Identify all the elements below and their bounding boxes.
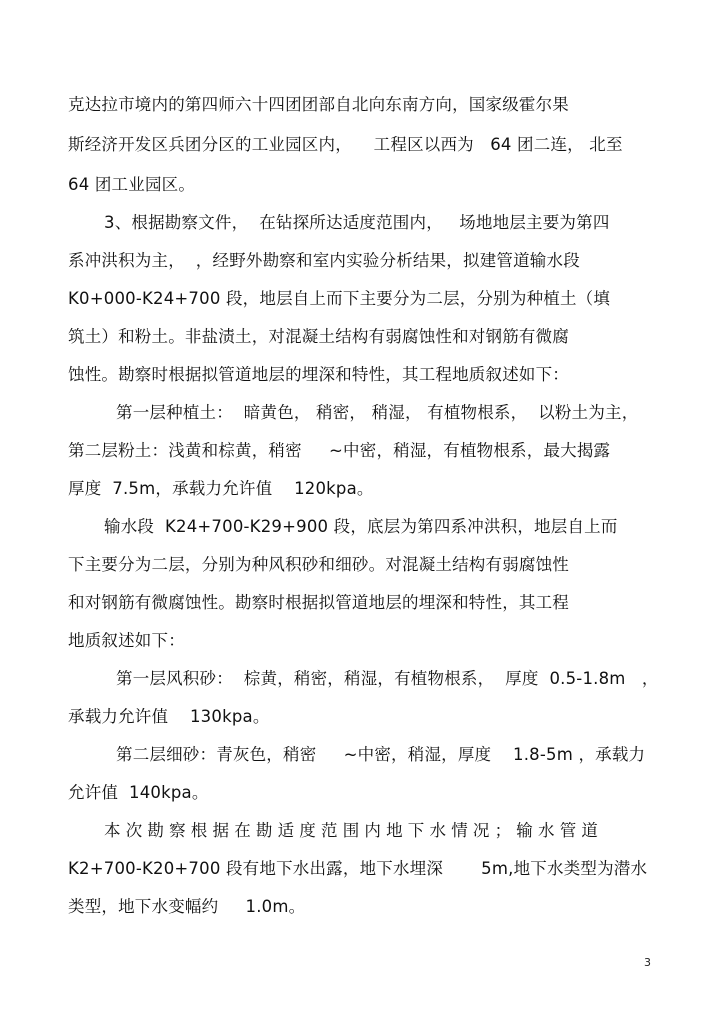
text-line-19: 允许值 140kpa。: [68, 783, 209, 802]
text-line-13: 下主要分为二层，分别为种风积砂和细砂。对混凝土结构有弱腐蚀性: [68, 555, 569, 574]
text-line-5: 系冲洪积为主， ，经野外勘察和室内实验分析结果，拟建管道输水段: [68, 251, 580, 270]
text-line-20: 本次勘察根据在勘适度范围内地下水情况；输水管道: [104, 821, 604, 840]
text-line-8: 蚀性。勘察时根据拟管道地层的埋深和特性，其工程地质叙述如下：: [68, 365, 569, 384]
text-line-18: 第二层细砂：青灰色，稍密 ~中密，稍湿，厚度 1.8-5m ，承载力: [116, 745, 646, 764]
text-line-17: 承载力允许值 130kpa。: [68, 707, 270, 726]
text-line-16: 第一层风积砂： 棕黄，稍密，稍湿，有植物根系， 厚度 0.5-1.8m ，: [116, 669, 659, 688]
text-line-21: K2+700-K20+700 段有地下水出露，地下水埋深 5m,地下水类型为潜水: [68, 859, 648, 878]
text-line-12: 输水段 K24+700-K29+900 段，底层为第四系冲洪积，地层自上而: [104, 517, 618, 536]
text-line-22: 类型，地下水变幅约 1.0m。: [68, 897, 306, 916]
text-line-4: 3、根据勘察文件， 在钻探所达适度范围内， 场地地层主要为第四: [104, 213, 610, 232]
text-line-14: 和对钢筋有微腐蚀性。勘察时根据拟管道地层的埋深和特性，其工程: [68, 593, 569, 612]
text-line-7: 筑土）和粉土。非盐渍土，对混凝土结构有弱腐蚀性和对钢筋有微腐: [68, 327, 569, 346]
page-number: 3: [644, 956, 651, 969]
text-line-6: K0+000-K24+700 段，地层自上而下主要分为二层，分别为种植土（填: [68, 289, 611, 308]
text-line-2: 斯经济开发区兵团分区的工业园区内， 工程区以西为 64 团二连， 北至: [68, 135, 623, 154]
text-line-9: 第一层种植土： 暗黄色， 稍密， 稍湿， 有植物根系， 以粉土为主，: [116, 403, 639, 422]
text-line-1: 克达拉市境内的第四师六十四团团部自北向东南方向，国家级霍尔果: [68, 95, 569, 114]
text-line-15: 地质叙述如下：: [68, 631, 185, 650]
text-line-11: 厚度 7.5m，承载力允许值 120kpa。: [68, 479, 374, 498]
text-line-3: 64 团工业园区。: [68, 175, 196, 194]
text-line-10: 第二层粉土：浅黄和棕黄，稍密 ~中密，稍湿，有植物根系，最大揭露: [68, 441, 611, 460]
